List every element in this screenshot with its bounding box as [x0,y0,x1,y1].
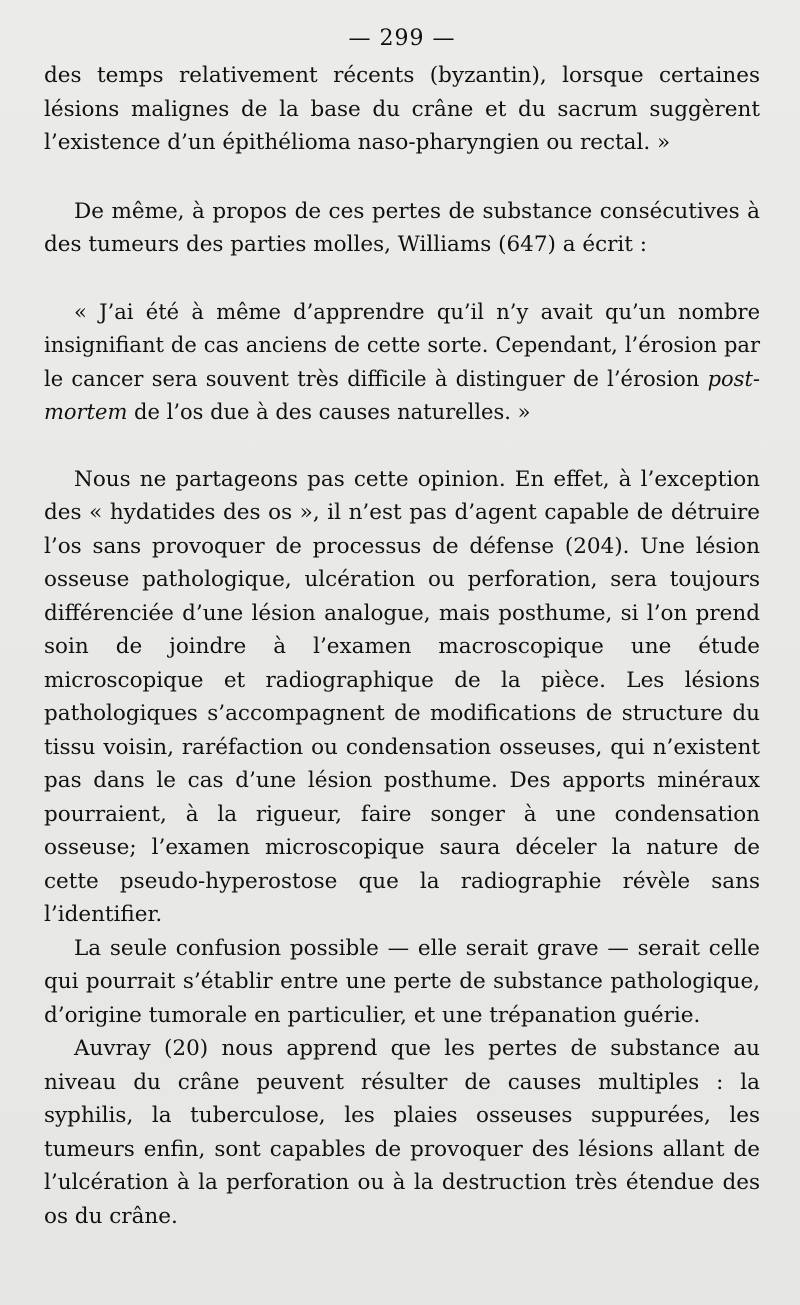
quote-text-end: de l’os due à des causes naturelles. » [127,400,531,424]
paragraph-confusion: La seule confusion possible — elle serait grave — serait celle qui pourrait s’établir entre une perte de substance pathologique, d’origine tumorale en particulier, et une trépanation guérie. [44,935,760,1028]
page-number: — 299 — [348,26,456,51]
paragraph-opinion: Nous ne partageons pas cette opinion. En effet, à l’exception des « hydatides des os », il n’est pas d’agent capable de détruire l’os sans provoquer de processus de défense (204). Une lésion osseuse pathologique, ulcération ou perforation, sera toujours différenciée d’une lésion analogue, mais posthume, si l’on prend soin de joindre à l’examen macroscopique une étude microscopique et radiographique de la pièce. Les lésions pathologiques s’accompagnent de modifications de structure du tissu voisin, raréfaction ou condensation osseuses, qui n’existent pas dans le cas d’une lésion posthume. Des apports minéraux pourraient, à la rigueur, faire songer à une condensation osseuse; l’examen microscopique saura déceler la nature de cette pseudo-hyperostose que la radiographie révèle sans l’identifier. [44,466,760,927]
paragraph-quote [44,296,760,430]
quote-text-start: « J’ai été à même d’apprendre qu’il n’y avait qu’un nombre insignifiant de cas anciens de cette sorte. Cependant, l’érosion par le cancer sera souvent très difficile à distinguer de l’érosion [44,299,760,391]
paragraph-auvray: Auvray (20) nous apprend que les pertes de substance au niveau du crâne peuvent résulter de causes multiples : la syphilis, la tuberculose, les plaies osseuses suppurées, les tumeurs enfin, sont capables de provoquer des lésions allant de l’ulcération à la perforation ou à la destruction très étendue des os du crâne. [44,1036,760,1229]
paragraph-williams-intro: De même, à propos de ces pertes de substance consécutives à des tumeurs des parties molles, Williams (647) a écrit : [44,198,760,257]
paragraph-continuation: des temps relativement récents (byzantin), lorsque certaines lésions malignes de la base du crâne et du sacrum suggèrent l’existence d’un épithélioma naso-pharyngien ou rectal. » [44,63,760,155]
quote-italic-term: post-mortem [44,366,760,424]
